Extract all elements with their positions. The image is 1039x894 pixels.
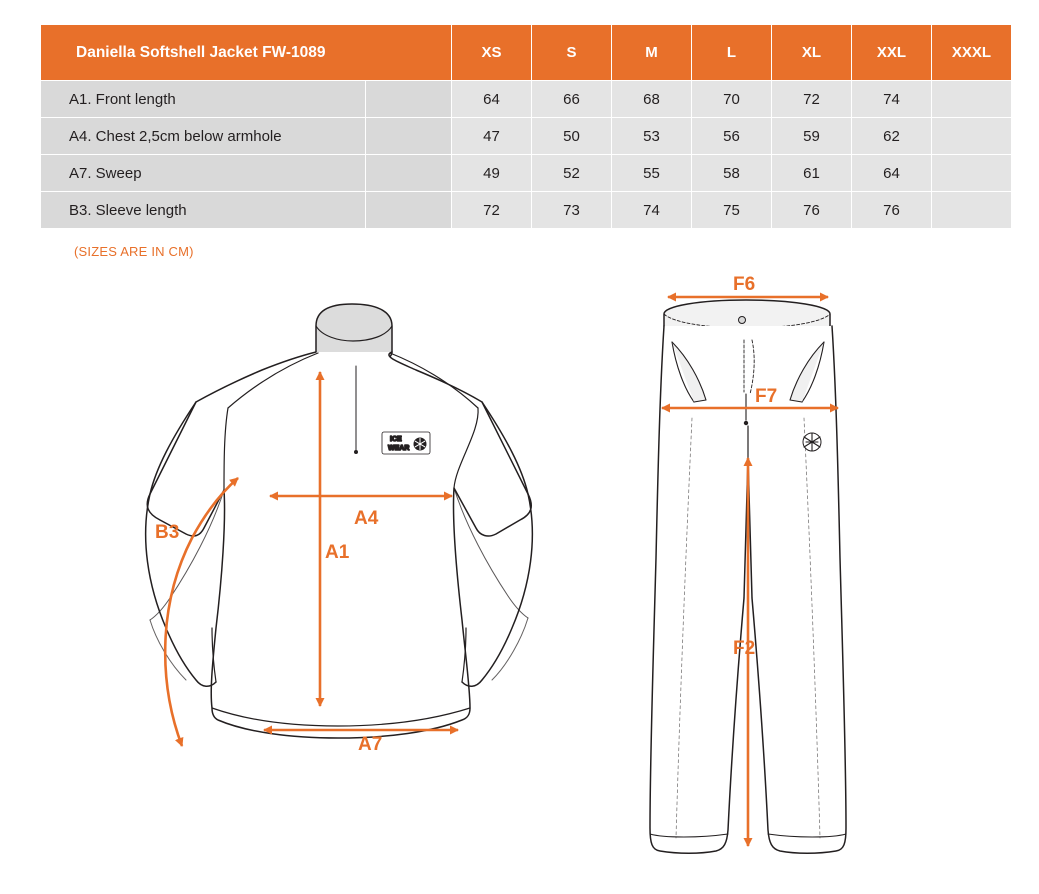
measurement-label: B3. Sleeve length (41, 192, 366, 229)
table-header-row (41, 25, 1012, 81)
spacer-cell (366, 118, 452, 155)
brand-text-line2: WEAR (388, 445, 410, 452)
size-table (40, 24, 1012, 229)
size-header-m: M (612, 25, 692, 81)
dimension-label-a7: A7 (358, 734, 383, 755)
measurement-value: 76 (852, 192, 932, 229)
measurement-value: 53 (612, 118, 692, 155)
measurement-value: 70 (692, 81, 772, 118)
measurement-value: 56 (692, 118, 772, 155)
size-header-xxxl: XXXL (932, 25, 1012, 81)
measurement-value: 74 (612, 192, 692, 229)
measurement-value (932, 81, 1012, 118)
measurement-value: 58 (692, 155, 772, 192)
measurement-value: 75 (692, 192, 772, 229)
technical-drawings (0, 268, 1039, 888)
measurement-value: 59 (772, 118, 852, 155)
measurement-label: A1. Front length (41, 81, 366, 118)
measurement-value: 55 (612, 155, 692, 192)
spacer-cell (366, 81, 452, 118)
size-header-xs: XS (452, 25, 532, 81)
measurement-value: 50 (532, 118, 612, 155)
size-header-s: S (532, 25, 612, 81)
table-row (41, 192, 1012, 229)
spacer-cell (366, 192, 452, 229)
measurement-value: 72 (452, 192, 532, 229)
table-row (41, 81, 1012, 118)
table-row (41, 155, 1012, 192)
product-title: Daniella Softshell Jacket FW-1089 (41, 25, 452, 81)
measurement-value (932, 155, 1012, 192)
measurement-value: 62 (852, 118, 932, 155)
dimension-label-f7: F7 (755, 386, 778, 407)
measurement-value: 64 (852, 155, 932, 192)
measurement-value: 76 (772, 192, 852, 229)
measurement-value: 47 (452, 118, 532, 155)
brand-logo (382, 432, 430, 454)
pants-logo-icon (803, 433, 821, 451)
measurement-value: 72 (772, 81, 852, 118)
measurement-value: 66 (532, 81, 612, 118)
units-note: (SIZES ARE IN CM) (74, 244, 194, 259)
size-header-xl: XL (772, 25, 852, 81)
jacket-illustration (146, 304, 533, 738)
dimension-label-f2: F2 (733, 638, 756, 659)
measurement-value (932, 192, 1012, 229)
measurement-value (932, 118, 1012, 155)
brand-text-line1: ICE (390, 436, 402, 443)
measurement-value: 61 (772, 155, 852, 192)
measurement-value: 64 (452, 81, 532, 118)
dimension-label-f6: F6 (733, 274, 756, 295)
size-table-head (41, 25, 1012, 81)
measurement-label: A7. Sweep (41, 155, 366, 192)
size-table-body (41, 81, 1012, 229)
size-table-container (40, 24, 1012, 229)
dimension-label-a1: A1 (325, 542, 350, 563)
size-header-xxl: XXL (852, 25, 932, 81)
measurement-label: A4. Chest 2,5cm below armhole (41, 118, 366, 155)
measurement-value: 73 (532, 192, 612, 229)
table-row (41, 118, 1012, 155)
dimension-label-b3: B3 (155, 522, 180, 543)
measurement-value: 49 (452, 155, 532, 192)
size-header-l: L (692, 25, 772, 81)
spacer-cell (366, 155, 452, 192)
measurement-value: 74 (852, 81, 932, 118)
measurement-value: 68 (612, 81, 692, 118)
dimension-label-a4: A4 (354, 508, 379, 529)
measurement-value: 52 (532, 155, 612, 192)
